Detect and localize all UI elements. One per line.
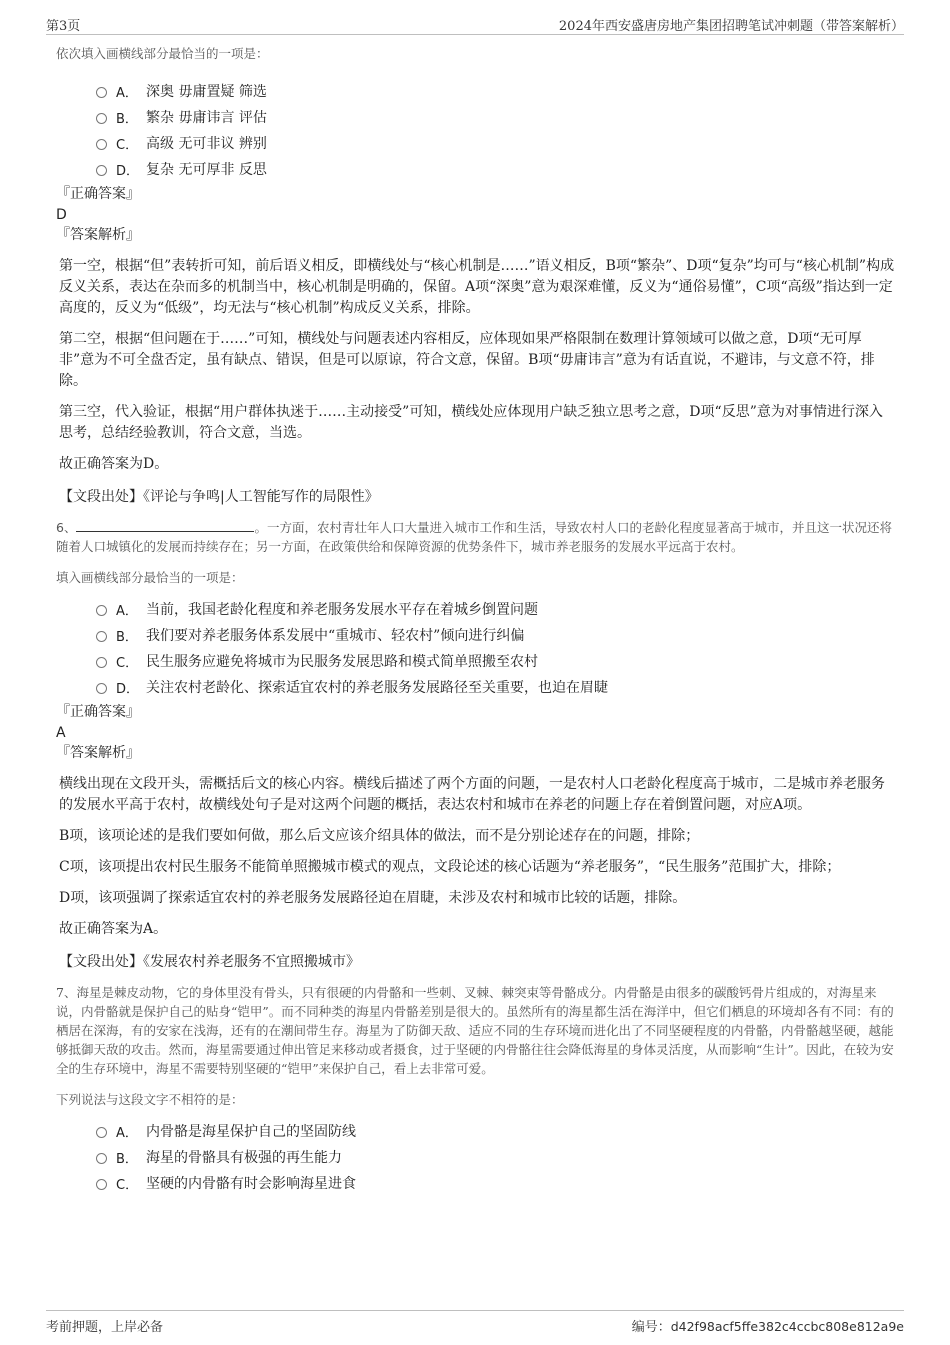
radio-icon[interactable] — [96, 631, 107, 642]
q6-answer: A — [56, 725, 66, 741]
q6-options — [96, 596, 896, 700]
q5-options — [96, 78, 896, 182]
page-number: 第3页 — [46, 19, 81, 34]
q5-option-b[interactable]: B． 繁杂 毋庸讳言 评估 — [96, 104, 896, 130]
q6-analysis-label: 『答案解析』 — [56, 745, 140, 761]
radio-icon[interactable] — [96, 657, 107, 668]
q7-stem: 7、海星是棘皮动物，它的身体里没有骨头，只有很硬的内骨骼和一些刺、叉棘、棘突束等骨骼成分。内骨骼是由很多的碳酸钙骨片组成的，对海星来说，内骨骼就是保护自己的贴身“铠甲”。而不同种类的海星内骨骼差别是很大的。虽然所有的海星都生活在海洋中，但它们栖息的环境却各有不同：有的栖居在深海，有的安家在浅海，还有的在潮间带生存。海星为了防御天敌、适应不同的生存环境而进化出了不同坚硬程度的内骨骼，内骨骼越坚硬，越能够抵御天敌的攻击。然而，海星需要通过伸出管足来移动或者摄食，过于坚硬的内骨骼往往会降低海星的身体灵活度，从而影响“生计”。因此，在较为安全的生存环境中，海星不需要特别坚硬的“铠甲”来保护自己，看上去非常可爱。 — [56, 985, 894, 1076]
q5-analysis-4: 故正确答案为D。 — [59, 456, 169, 472]
radio-icon[interactable] — [96, 683, 107, 694]
radio-icon[interactable] — [96, 1127, 107, 1138]
q6-stem — [56, 518, 896, 556]
q7-option-b[interactable]: B． 海星的骨骼具有极强的再生能力 — [96, 1144, 896, 1170]
page-footer — [46, 1310, 904, 1335]
q5-analysis-2: 第二空，根据“但问题在于……”可知，横线处与问题表述内容相反，应体现如果严格限制在数理计算领域可以做之意，D项“无可厚非”意为不可全盘否定，虽有缺点、错误，但是可以原谅，符合文意，保留。B项“毋庸讳言”意为有话直说，不避讳，与文意不符，排除。 — [59, 331, 875, 389]
radio-icon[interactable] — [96, 87, 107, 98]
radio-icon[interactable] — [96, 1179, 107, 1190]
q7-options — [96, 1118, 896, 1196]
q5-analysis-1: 第一空，根据“但”表转折可知，前后语义相反，即横线处与“核心机制是……”语义相反，B项“繁杂”、D项“复杂”均可与“核心机制”构成反义关系，表达在杂而多的机制当中，核心机制是明确的，保留。A项“深奥”意为艰深难懂，反义为“通俗易懂”，C项“高级”指达到一定高度的，反义为“低级”，均无法与“核心机制”构成反义关系，排除。 — [59, 258, 895, 316]
q5-option-a[interactable]: A． 深奥 毋庸置疑 筛选 — [96, 78, 896, 104]
q5-prompt: 依次填入画横线部分最恰当的一项是： — [56, 46, 269, 61]
page-header — [46, 12, 904, 35]
code-value: d42f98acf5ffe382c4ccbc808e812a9e — [670, 1319, 904, 1334]
q5-option-c[interactable]: C． 高级 无可非议 辨别 — [96, 130, 896, 156]
radio-icon[interactable] — [96, 113, 107, 124]
q6-source: 【文段出处】《发展农村养老服务不宜照搬城市》 — [59, 954, 360, 970]
fill-blank — [76, 518, 254, 532]
q5-source: 【文段出处】《评论与争鸣|人工智能写作的局限性》 — [59, 489, 379, 505]
q6-number: 6、 — [56, 520, 77, 535]
q6-analysis-4: D项，该项强调了探索适宜农村的养老服务发展路径迫在眉睫，未涉及农村和城市比较的话题，排除。 — [59, 890, 687, 906]
document-code — [632, 1316, 904, 1335]
q5-answer-label: 『正确答案』 — [56, 186, 140, 202]
q6-option-d[interactable]: D． 关注农村老龄化、探索适宜农村的养老服务发展路径至关重要，也迫在眉睫 — [96, 674, 896, 700]
footer-slogan: 考前押题，上岸必备 — [46, 1320, 164, 1335]
q5-option-d[interactable]: D． 复杂 无可厚非 反思 — [96, 156, 896, 182]
q6-answer-label: 『正确答案』 — [56, 704, 140, 720]
q6-option-c[interactable]: C． 民生服务应避免将城市为民服务发展思路和模式简单照搬至农村 — [96, 648, 896, 674]
q6-prompt: 填入画横线部分最恰当的一项是： — [56, 570, 244, 585]
q5-analysis-label: 『答案解析』 — [56, 227, 140, 243]
q6-analysis-3: C项，该项提出农村民生服务不能简单照搬城市模式的观点，文段论述的核心话题为“养老服务”，“民生服务”范围扩大，排除； — [59, 859, 841, 875]
q7-option-a[interactable]: A． 内骨骼是海星保护自己的坚固防线 — [96, 1118, 896, 1144]
code-label: 编号： — [631, 1320, 671, 1335]
radio-icon[interactable] — [96, 165, 107, 176]
q6-text: 。一方面，农村青壮年人口大量进入城市工作和生活，导致农村人口的老龄化程度显著高于城市，并且这一状况还将随着人口城镇化的发展而持续存在；另一方面，在政策供给和保障资源的优势条件下，城市养老服务的发展水平远高于农村。 — [56, 520, 892, 554]
document-title: 2024年西安盛唐房地产集团招聘笔试冲刺题（带答案解析） — [558, 19, 904, 34]
q5-answer: D — [56, 207, 67, 223]
q6-analysis-1: 横线出现在文段开头，需概括后文的核心内容。横线后描述了两个方面的问题，一是农村人口老龄化程度高于城市，二是城市养老服务的发展水平高于农村，故横线处句子是对这两个问题的概括，表达农村和城市在养老的问题上存在着倒置问题，对应A项。 — [59, 776, 885, 813]
q5-analysis-3: 第三空，代入验证，根据“用户群体执迷于……主动接受”可知，横线处应体现用户缺乏独立思考之意，D项“反思”意为对事情进行深入思考，总结经验教训，符合文意，当选。 — [59, 404, 883, 441]
q6-analysis-5: 故正确答案为A。 — [59, 921, 168, 937]
q6-analysis-2: B项，该项论述的是我们要如何做，那么后文应该介绍具体的做法，而不是分别论述存在的问题，排除； — [59, 828, 700, 844]
radio-icon[interactable] — [96, 139, 107, 150]
q7-option-c[interactable]: C． 坚硬的内骨骼有时会影响海星进食 — [96, 1170, 896, 1196]
radio-icon[interactable] — [96, 1153, 107, 1164]
q6-option-a[interactable]: A． 当前，我国老龄化程度和养老服务发展水平存在着城乡倒置问题 — [96, 596, 896, 622]
radio-icon[interactable] — [96, 605, 107, 616]
document-body — [56, 44, 896, 1198]
q7-prompt: 下列说法与这段文字不相符的是： — [56, 1092, 244, 1107]
q6-option-b[interactable]: B． 我们要对养老服务体系发展中“重城市、轻农村”倾向进行纠偏 — [96, 622, 896, 648]
